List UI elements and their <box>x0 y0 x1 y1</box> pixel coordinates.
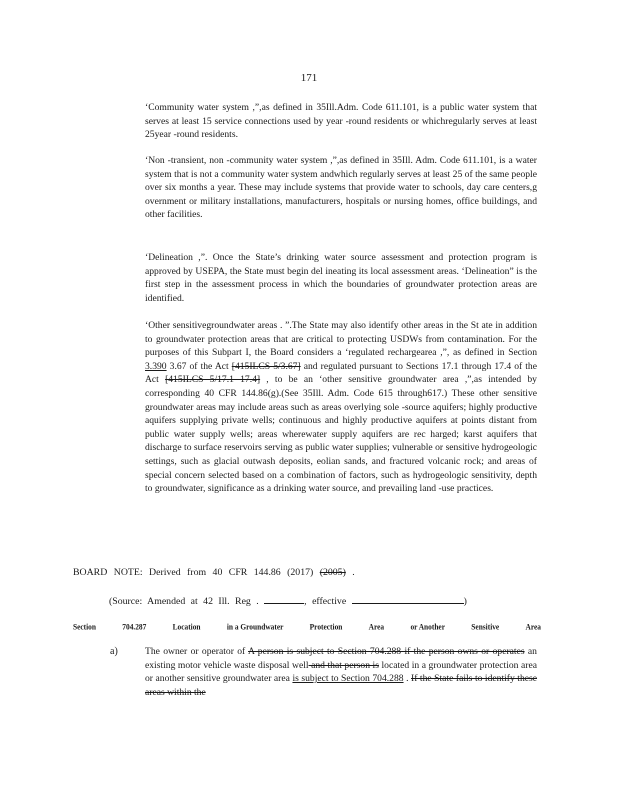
heading-word: Section <box>73 621 96 632</box>
text-run: . <box>403 673 412 685</box>
heading-word: 704.287 <box>122 621 147 632</box>
page-number: 171 <box>300 72 318 84</box>
text-run: ‘Non -transient, non -community water system ,”,as defined in 35Ill. Adm. Code 611.101, is a water system that is not a community water system andwhich regularly serves at least 25 of the same people over six months a year. These may include systems that provide water to schools, day care centers,g overnment or military installations, manufacturers, hospitals or nursing homes, office buildings, and other facilities. <box>145 155 537 221</box>
effective-date-blank <box>352 594 464 604</box>
heading-word: in a Groundwater <box>226 621 284 632</box>
board-note-tail: . <box>345 567 355 578</box>
heading-word: Location <box>172 621 201 632</box>
board-note <box>73 567 355 578</box>
inserted-text: is subject to Section 704.288 <box>292 673 404 685</box>
subsection-a-label: a) <box>110 646 118 657</box>
definition-community-water-system <box>145 101 537 152</box>
definition-text <box>145 101 537 142</box>
definition-delineation <box>145 251 537 315</box>
heading-word: Area <box>368 621 385 632</box>
struck-text: If the State fails to identify these areas within the <box>145 673 538 698</box>
heading-word: or Another <box>410 621 445 632</box>
source-close: ) <box>463 596 467 607</box>
board-note-label: BOARD NOTE: <box>73 567 143 578</box>
struck-text: [415ILCS 5/17.1 17.4] <box>165 374 261 386</box>
heading-word: Sensitive <box>471 621 500 632</box>
definition-text <box>145 319 537 496</box>
text-run: 3.67 of the Act <box>166 360 232 372</box>
text-run: , to be an ‘other sensitive groundwater area ,”,as intended by corresponding 40 CFR 144.86(g).(See 35Ill. Adm. Code 615 through617.) These other sensitive groundwater areas may include areas such as areas overlying sole -source aquifers; highly productive aquifers supplying private wells; continuous and highly productive aquifers at points distant from public water supply wells; areas wherewater supply aquifers are rec harged; karst aquifers that discharge to surface reservoirs serving as public water supplies; vulnerable or sensitive hydrogeologic settings, such as glacial outwash deposits, eolian sands, and fractured volcanic rock; and areas of special concern selected based on a combination of factors, such as hydrogeologic sensitivity, depth to groundwater, significance as a drinking water source, and prevailing land -use practices. <box>145 374 537 495</box>
heading-word: Protection <box>309 621 343 632</box>
text-run: ‘Other sensitivegroundwater areas . ”.The State may also identify other areas in the St ate in addition to groundwater protection areas that are critical to protecting USDWs from contamination. For the purposes of this Subpart I, the Board considers a ‘regulated rechargearea ,”, as defined in Section <box>145 320 537 359</box>
source-effective: effective <box>312 596 347 607</box>
section-heading <box>73 621 541 631</box>
source-note: (Source: Amended at 42 Ill. Reg . , effective ) <box>109 596 467 607</box>
text-run: located in a groundwater protection area or another sensitive groundwater area <box>145 659 537 685</box>
definition-text <box>145 154 537 222</box>
source-text: Amended at 42 Ill. Reg . <box>147 596 259 607</box>
subsection-a-text <box>145 645 537 699</box>
definition-other-sensitive-groundwater-areas <box>145 319 537 506</box>
text-run: ‘Delineation ,”. Once the State’s drinking water source assessment and protection program is approved by USEPA, the State must begin del ineating its local assessment areas. ‘Delineation” is the first step in the assessment process in which the boundaries of groundwater protection areas are identified. <box>145 252 537 304</box>
board-note-struck-year: (2005) <box>319 567 346 578</box>
text-run: an existing motor vehicle waste disposal well <box>145 646 537 671</box>
struck-text: A person is subject to Section 704.288 if the person owns or operates <box>248 646 525 657</box>
struck-text: [415ILCS 5/3.67] <box>231 360 301 372</box>
text-run: ‘Community water system ,”,as defined in 35Ill.Adm. Code 611.101, is a public water system that serves at least 15 service connections used by year -round residents or whichregularly serves at least 25year -round residents. <box>145 102 537 141</box>
source-open: (Source: <box>109 596 143 607</box>
definition-text <box>145 251 537 305</box>
text-run: The owner or operator of <box>145 646 249 657</box>
board-note-text: Derived from 40 CFR 144.86 (2017) <box>149 567 320 578</box>
definition-non-transient-water-system <box>145 154 537 232</box>
struck-text: and that person is <box>308 659 379 671</box>
text-run: and regulated pursuant to Sections 17.1 through 17.4 of the Act <box>145 360 537 386</box>
inserted-text: 3.390 <box>145 360 167 372</box>
heading-word: Area <box>525 621 541 632</box>
register-page-blank <box>264 594 304 604</box>
